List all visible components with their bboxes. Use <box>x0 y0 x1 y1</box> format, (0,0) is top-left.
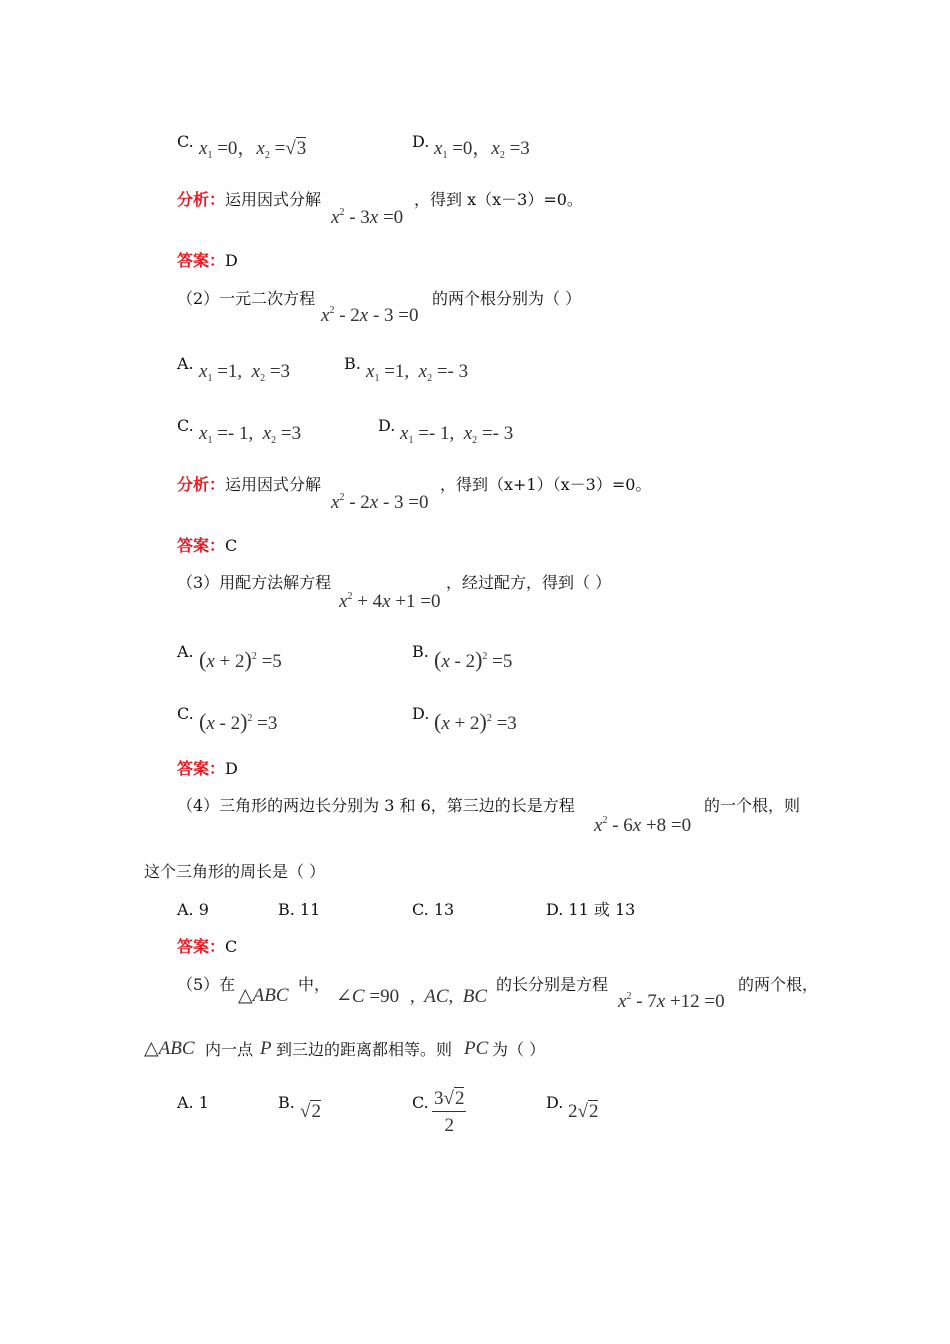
q5-stem-suffix: 的两个根， <box>738 975 819 994</box>
q5-option-b-label: B. <box>278 1093 295 1112</box>
q3-option-c-expr: (x - 2)$^2$ =3 <box>199 709 278 734</box>
q5-option-a: A. 1 <box>177 1093 209 1112</box>
q5-triangle: △ABC <box>238 985 289 1006</box>
q1-analysis-equation: $x^2 - 3x =0$ <box>331 207 404 228</box>
q3-option-c-label: C. <box>177 704 194 723</box>
q3-option-d-expr: $(x + 2)^2 =3$ <box>434 709 517 734</box>
q2-option-a-label: A. <box>177 354 194 373</box>
q2-analysis <box>177 475 321 495</box>
answer-label: 答案： <box>177 759 226 778</box>
q3-option-b-expr: (x - 2)$^2$ =5 <box>434 647 513 672</box>
q5-line2-p: P <box>260 1038 272 1059</box>
q2-analysis-equation: $x^2 - 2x - 3 =0$ <box>331 492 429 513</box>
answer-value: D <box>225 759 238 778</box>
analysis-prefix: 运用因式分解 <box>225 190 322 209</box>
analysis-label: 分析： <box>177 190 226 209</box>
q3-option-a-expr: $(x + 2)^2 =5$ <box>199 647 282 672</box>
q4-option-c: C. 13 <box>412 900 455 919</box>
answer-value: D <box>225 251 238 270</box>
q2-option-c-expr: $x_1 =- 1$, $x_2 =3$ <box>199 423 302 446</box>
analysis-label: 分析： <box>177 475 226 494</box>
q5-line2-pc: PC <box>464 1038 489 1059</box>
answer-label: 答案： <box>177 536 226 555</box>
q5-option-c-expr: $\frac{3√2}{2}$ <box>434 1088 465 1136</box>
q2-option-d-label: D. <box>378 416 396 435</box>
q5-mid2: 的长分别是方程 <box>496 975 609 994</box>
q3-stem-prefix: （3）用配方法解方程 <box>177 573 332 592</box>
q4-stem-equation: $x^2 - 6x +8 =0$ <box>594 815 692 836</box>
q3-option-d-label: D. <box>412 704 430 723</box>
q2-analysis-suffix: ，得到（x+1）（x－3）=0。 <box>440 475 652 494</box>
q1-option-d-expr: $x_1 =0$，$x_2 =3$ <box>434 138 530 161</box>
answer-value: C <box>225 937 238 956</box>
q2-stem-prefix: （2）一元二次方程 <box>177 289 316 308</box>
q2-option-b-expr: $x_1 =1$, $x_2 =- 3$ <box>366 361 469 384</box>
answer-value: C <box>225 536 238 555</box>
q5-option-c-label: C. <box>412 1093 429 1112</box>
q3-answer <box>177 759 238 779</box>
q2-option-c-label: C. <box>177 416 194 435</box>
q5-sides: , AC, BC <box>410 986 488 1007</box>
q3-option-a-label: A. <box>177 642 194 661</box>
answer-label: 答案： <box>177 251 226 270</box>
q4-stem-line2: 这个三角形的周长是（ ） <box>144 862 326 881</box>
q4-answer <box>177 937 237 957</box>
q5-equation: $x^2 - 7x +12 =0$ <box>618 991 725 1012</box>
q5-stem-prefix: （5）在 <box>177 975 236 994</box>
analysis-prefix: 运用因式分解 <box>225 475 322 494</box>
q2-stem-suffix: 的两个根分别为（ ） <box>432 289 582 308</box>
q5-option-b-expr: √2 <box>300 1101 321 1122</box>
q4-stem-prefix: （4）三角形的两边长分别为 3 和 6，第三边的长是方程 <box>177 796 575 815</box>
q4-option-a: A. 9 <box>177 900 209 919</box>
q1-option-c-expr: $x_1 =0$，$x_2 =√3$ <box>199 138 307 161</box>
q1-option-c-label: C. <box>177 132 194 151</box>
q5-angle: ∠C =90 <box>336 986 400 1007</box>
q3-stem-suffix: ，经过配方，得到（ ） <box>446 573 612 592</box>
q1-analysis-suffix: ，得到 x（x－3）=0。 <box>414 190 583 209</box>
q5-line2-b: 到三边的距离都相等。则 <box>276 1040 453 1059</box>
q5-mid1: 中， <box>298 975 331 994</box>
answer-label: 答案： <box>177 937 226 956</box>
q1-option-d-label: D. <box>412 132 430 151</box>
q1-answer <box>177 251 238 271</box>
q3-stem-equation: $x^2 + 4x +1 =0$ <box>339 591 441 612</box>
q5-line2-triangle: △ABC <box>144 1038 195 1059</box>
q5-option-d-label: D. <box>546 1093 564 1112</box>
q2-answer <box>177 536 237 556</box>
q4-option-d: D. 11 或 13 <box>546 900 636 919</box>
q2-stem-equation: $x^2 - 2x - 3 =0$ <box>321 305 419 326</box>
q5-line2-c: 为（ ） <box>492 1040 546 1059</box>
q5-option-d-expr: 2√2 <box>568 1101 599 1122</box>
q2-option-b-label: B. <box>344 354 361 373</box>
q5-line2-a: 内一点 <box>205 1040 254 1059</box>
q4-option-b: B. 11 <box>278 900 321 919</box>
q2-option-d-expr: $x_1 =- 1$, $x_2 =- 3$ <box>400 423 514 446</box>
q3-option-b-label: B. <box>412 642 429 661</box>
q4-stem-suffix: 的一个根，则 <box>704 796 801 815</box>
q2-option-a-expr: $x_1 =1$, $x_2 =3$ <box>199 361 291 384</box>
q1-analysis <box>177 190 321 210</box>
